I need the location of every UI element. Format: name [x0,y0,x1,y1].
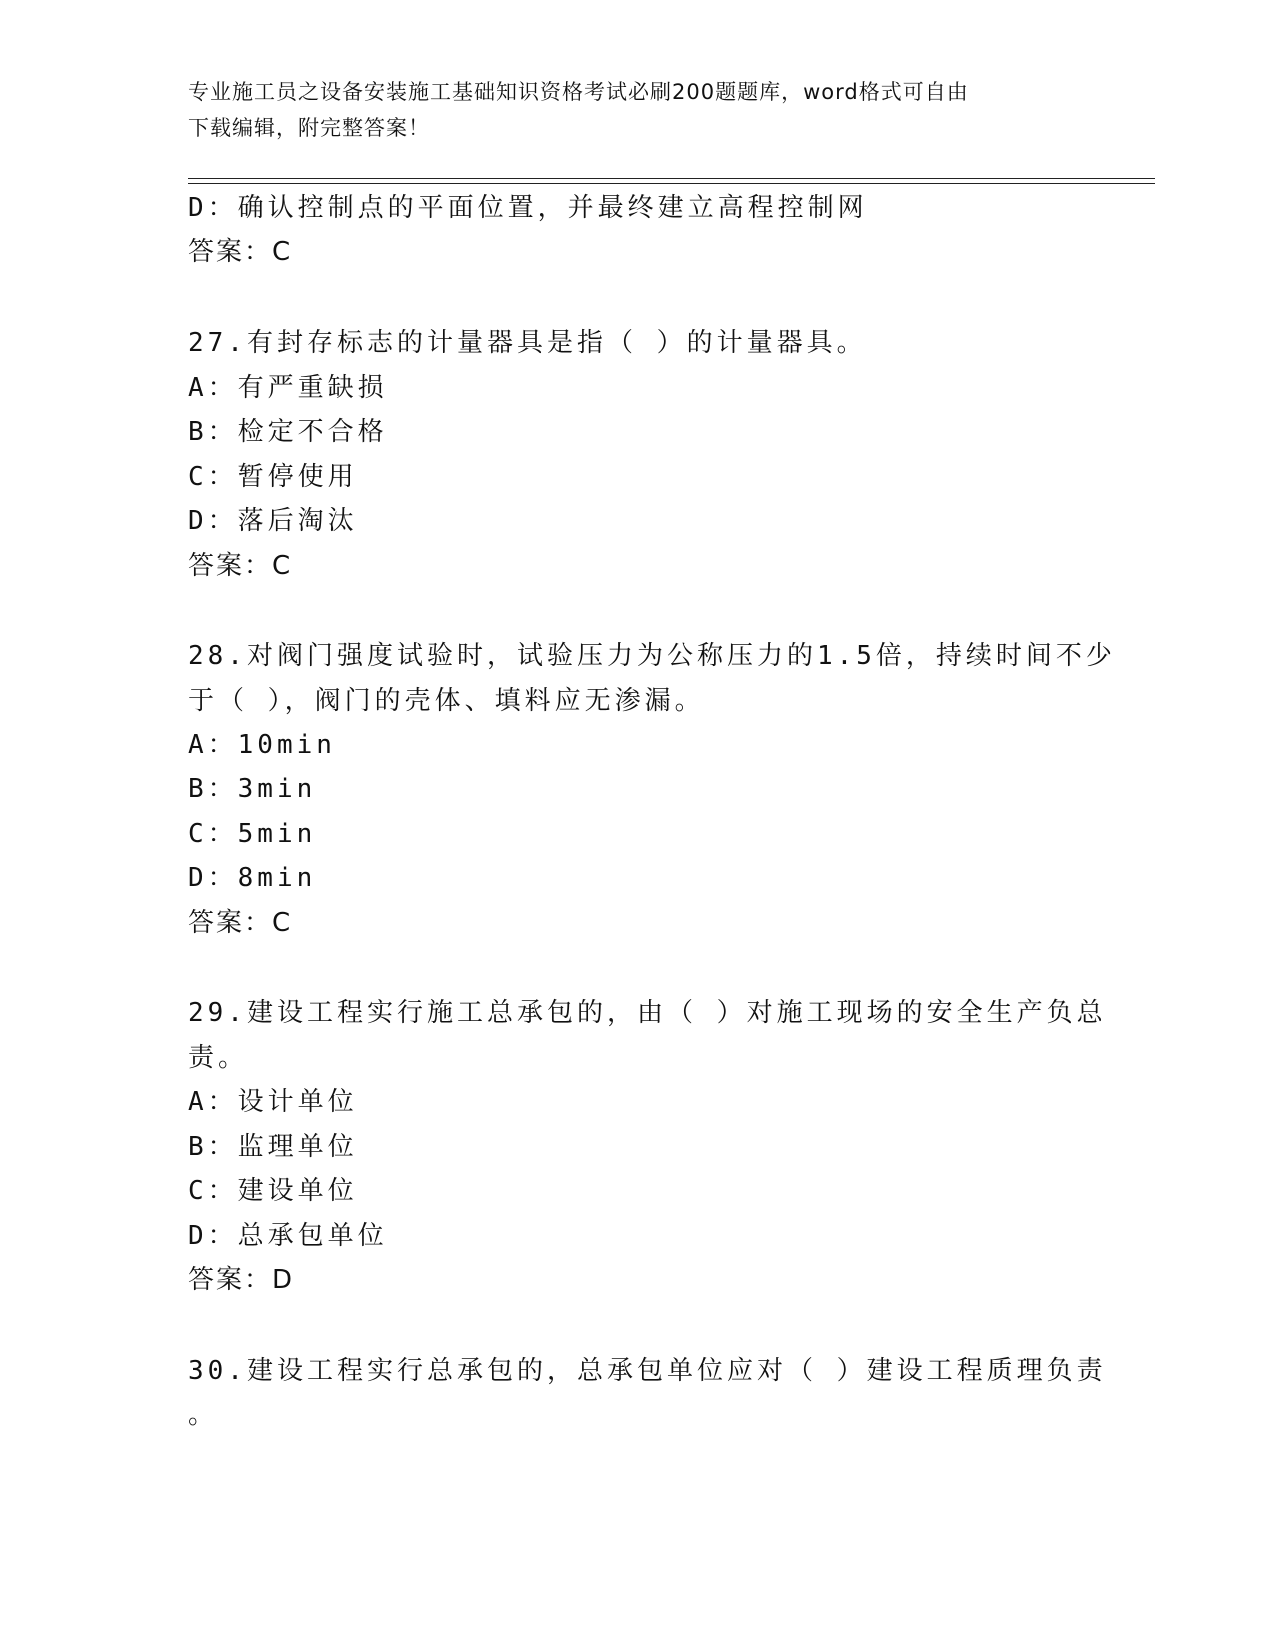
q26-answer: 答案：C [188,237,293,267]
q29-stem-line-2: 责。 [188,1043,249,1073]
header-divider-bottom [188,183,1155,184]
q27-option-c: C：暂停使用 [188,462,358,492]
q27-stem: 27.有封存标志的计量器具是指（ ）的计量器具。 [188,328,867,358]
q27-option-d: D：落后淘汰 [188,506,358,536]
q29-option-c: C：建设单位 [188,1176,358,1206]
q30-stem-line-2: 。 [188,1400,219,1430]
q29-option-d: D：总承包单位 [188,1221,388,1251]
q26-option-d: D：确认控制点的平面位置，并最终建立高程控制网 [188,193,868,223]
q27-option-b: B：检定不合格 [188,417,388,447]
q29-answer: 答案：D [188,1265,295,1295]
header-divider-top [188,178,1155,179]
q27-answer: 答案：C [188,551,293,581]
q28-option-b: B：3min [188,774,317,804]
q29-stem-line-1: 29.建设工程实行施工总承包的，由（ ）对施工现场的安全生产负总 [188,998,1107,1028]
document-header [188,74,1068,146]
header-line-1: 专业施工员之设备安装施工基础知识资格考试必刷200题题库，word格式可自由 [188,80,969,104]
q28-option-a: A：10min [188,730,336,760]
q28-stem-line-2: 于（ ），阀门的壳体、填料应无渗漏。 [188,686,705,716]
q28-option-c: C：5min [188,819,317,849]
q30-stem-line-1: 30.建设工程实行总承包的，总承包单位应对（ ）建设工程质理负责 [188,1356,1107,1386]
q28-stem-line-1: 28.对阀门强度试验时，试验压力为公称压力的1.5倍，持续时间不少 [188,641,1116,671]
q29-option-b: B：监理单位 [188,1132,358,1162]
q28-option-d: D：8min [188,863,317,893]
q28-answer: 答案：C [188,908,293,938]
q29-option-a: A：设计单位 [188,1087,358,1117]
header-line-2: 下载编辑，附完整答案！ [188,116,430,140]
q27-option-a: A：有严重缺损 [188,373,388,403]
